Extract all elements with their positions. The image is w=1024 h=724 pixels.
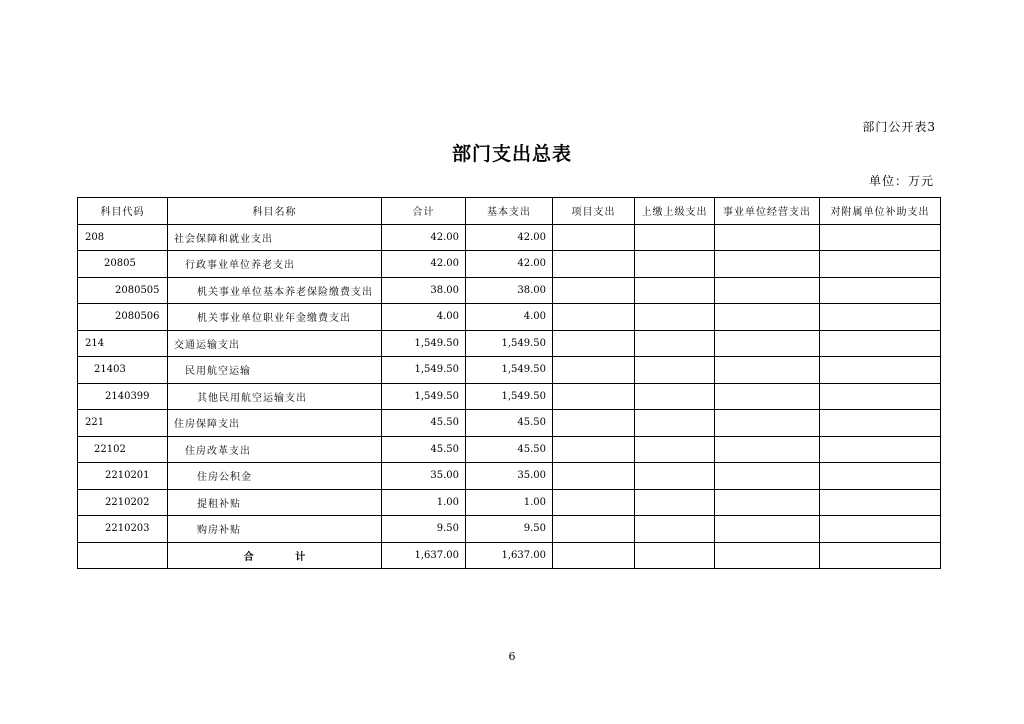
unit-label: 单位：万元 bbox=[868, 174, 934, 188]
row-subsidy bbox=[820, 383, 941, 410]
row-business bbox=[715, 383, 820, 410]
column-header-code: 科目代码 bbox=[78, 198, 168, 225]
row-upper bbox=[635, 489, 715, 516]
row-upper bbox=[635, 304, 715, 331]
row-name: 其他民用航空运输支出 bbox=[168, 383, 382, 410]
row-code: 2080506 bbox=[78, 304, 168, 331]
row-project bbox=[553, 489, 635, 516]
row-business bbox=[715, 516, 820, 543]
row-subsidy bbox=[820, 224, 941, 251]
row-project bbox=[553, 304, 635, 331]
row-business bbox=[715, 224, 820, 251]
row-basic: 1,549.50 bbox=[466, 383, 553, 410]
table-row bbox=[78, 304, 941, 331]
table-row bbox=[78, 224, 941, 251]
row-basic: 45.50 bbox=[466, 410, 553, 437]
row-total: 4.00 bbox=[382, 304, 466, 331]
total-row-upper bbox=[635, 542, 715, 569]
total-row-business bbox=[715, 542, 820, 569]
row-business bbox=[715, 463, 820, 490]
row-upper bbox=[635, 516, 715, 543]
row-business bbox=[715, 410, 820, 437]
row-code: 214 bbox=[78, 330, 168, 357]
row-upper bbox=[635, 410, 715, 437]
row-project bbox=[553, 357, 635, 384]
row-business bbox=[715, 251, 820, 278]
row-business bbox=[715, 436, 820, 463]
row-basic: 42.00 bbox=[466, 224, 553, 251]
row-total: 42.00 bbox=[382, 251, 466, 278]
row-upper bbox=[635, 463, 715, 490]
row-project bbox=[553, 436, 635, 463]
row-subsidy bbox=[820, 330, 941, 357]
row-name: 购房补贴 bbox=[168, 516, 382, 543]
row-project bbox=[553, 516, 635, 543]
row-project bbox=[553, 251, 635, 278]
row-business bbox=[715, 330, 820, 357]
table-row bbox=[78, 277, 941, 304]
row-project bbox=[553, 224, 635, 251]
table-row bbox=[78, 357, 941, 384]
row-code: 22102 bbox=[78, 436, 168, 463]
column-header-total: 合计 bbox=[382, 198, 466, 225]
column-header-project: 项目支出 bbox=[553, 198, 635, 225]
row-code: 2140399 bbox=[78, 383, 168, 410]
row-subsidy bbox=[820, 357, 941, 384]
row-total: 1,549.50 bbox=[382, 330, 466, 357]
row-name: 交通运输支出 bbox=[168, 330, 382, 357]
table-row bbox=[78, 330, 941, 357]
row-name: 提租补贴 bbox=[168, 489, 382, 516]
column-header-basic: 基本支出 bbox=[466, 198, 553, 225]
row-upper bbox=[635, 357, 715, 384]
row-code: 221 bbox=[78, 410, 168, 437]
table-row bbox=[78, 436, 941, 463]
row-name: 住房公积金 bbox=[168, 463, 382, 490]
page-number: 6 bbox=[508, 650, 516, 663]
row-upper bbox=[635, 383, 715, 410]
row-basic: 1.00 bbox=[466, 489, 553, 516]
row-upper bbox=[635, 436, 715, 463]
column-header-name: 科目名称 bbox=[168, 198, 382, 225]
row-subsidy bbox=[820, 436, 941, 463]
row-business bbox=[715, 357, 820, 384]
row-basic: 45.50 bbox=[466, 436, 553, 463]
table-row bbox=[78, 410, 941, 437]
row-subsidy bbox=[820, 251, 941, 278]
row-subsidy bbox=[820, 304, 941, 331]
row-business bbox=[715, 277, 820, 304]
row-upper bbox=[635, 224, 715, 251]
total-row-project bbox=[553, 542, 635, 569]
row-code: 2210203 bbox=[78, 516, 168, 543]
row-name: 民用航空运输 bbox=[168, 357, 382, 384]
page-title: 部门支出总表 bbox=[451, 143, 572, 165]
row-name: 住房改革支出 bbox=[168, 436, 382, 463]
row-total: 38.00 bbox=[382, 277, 466, 304]
total-row-label: 合 计 bbox=[168, 542, 382, 569]
row-total: 45.50 bbox=[382, 410, 466, 437]
row-project bbox=[553, 463, 635, 490]
row-subsidy bbox=[820, 489, 941, 516]
table-header-row bbox=[78, 198, 941, 225]
row-basic: 9.50 bbox=[466, 516, 553, 543]
row-basic: 1,549.50 bbox=[466, 357, 553, 384]
row-total: 1,549.50 bbox=[382, 357, 466, 384]
row-basic: 35.00 bbox=[466, 463, 553, 490]
row-code: 2210202 bbox=[78, 489, 168, 516]
row-total: 35.00 bbox=[382, 463, 466, 490]
row-project bbox=[553, 277, 635, 304]
expense-table bbox=[77, 197, 941, 569]
row-code: 2080505 bbox=[78, 277, 168, 304]
row-code: 2210201 bbox=[78, 463, 168, 490]
row-upper bbox=[635, 330, 715, 357]
table-row bbox=[78, 463, 941, 490]
table-row bbox=[78, 383, 941, 410]
column-header-subsidy: 对附属单位补助支出 bbox=[820, 198, 941, 225]
row-code: 208 bbox=[78, 224, 168, 251]
row-subsidy bbox=[820, 516, 941, 543]
row-basic: 4.00 bbox=[466, 304, 553, 331]
row-name: 机关事业单位职业年金缴费支出 bbox=[168, 304, 382, 331]
total-row-subsidy bbox=[820, 542, 941, 569]
row-business bbox=[715, 489, 820, 516]
row-subsidy bbox=[820, 463, 941, 490]
row-project bbox=[553, 383, 635, 410]
row-name: 社会保障和就业支出 bbox=[168, 224, 382, 251]
table-row bbox=[78, 251, 941, 278]
row-name: 机关事业单位基本养老保险缴费支出 bbox=[168, 277, 382, 304]
row-subsidy bbox=[820, 277, 941, 304]
table-row bbox=[78, 516, 941, 543]
row-total: 45.50 bbox=[382, 436, 466, 463]
column-header-business: 事业单位经营支出 bbox=[715, 198, 820, 225]
row-project bbox=[553, 410, 635, 437]
total-row-basic: 1,637.00 bbox=[466, 542, 553, 569]
table-label: 部门公开表3 bbox=[862, 120, 936, 134]
row-subsidy bbox=[820, 410, 941, 437]
row-code: 20805 bbox=[78, 251, 168, 278]
total-row-code bbox=[78, 542, 168, 569]
column-header-upper: 上缴上级支出 bbox=[635, 198, 715, 225]
row-code: 21403 bbox=[78, 357, 168, 384]
row-basic: 38.00 bbox=[466, 277, 553, 304]
row-total: 1,549.50 bbox=[382, 383, 466, 410]
row-upper bbox=[635, 251, 715, 278]
table-row bbox=[78, 489, 941, 516]
row-upper bbox=[635, 277, 715, 304]
row-basic: 1,549.50 bbox=[466, 330, 553, 357]
total-row bbox=[78, 542, 941, 569]
row-project bbox=[553, 330, 635, 357]
row-total: 42.00 bbox=[382, 224, 466, 251]
row-total: 9.50 bbox=[382, 516, 466, 543]
row-total: 1.00 bbox=[382, 489, 466, 516]
row-basic: 42.00 bbox=[466, 251, 553, 278]
row-name: 住房保障支出 bbox=[168, 410, 382, 437]
row-name: 行政事业单位养老支出 bbox=[168, 251, 382, 278]
total-row-total: 1,637.00 bbox=[382, 542, 466, 569]
row-business bbox=[715, 304, 820, 331]
